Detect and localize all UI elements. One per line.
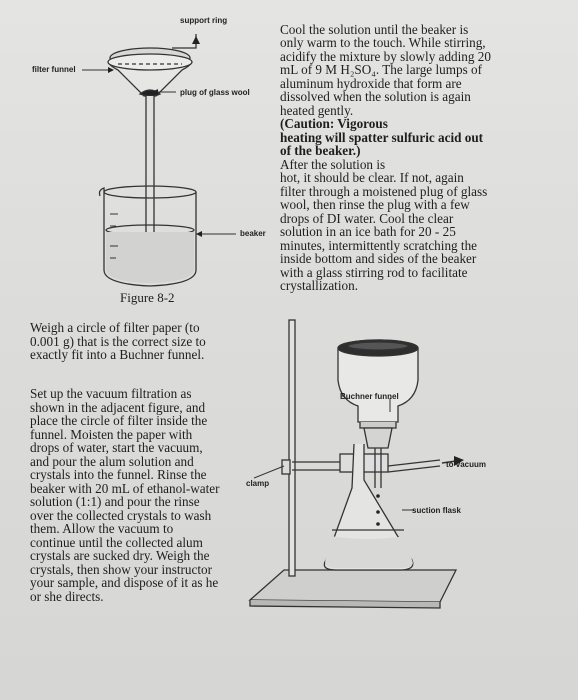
instruction-paragraph-cooling — [280, 9, 570, 293]
label-clamp: clamp — [246, 479, 270, 488]
figure-vacuum-filtration — [240, 320, 540, 640]
caution-warning: (Caution: Vigorous heating will spatter sulfuric acid out of the beaker.) — [280, 116, 484, 158]
label-to-vacuum: to vacuum — [446, 460, 487, 469]
instruction-paragraph-weigh: Weigh a circle of filter paper (to 0.001 g) that is the correct size to exactly fit into a Buchner funnel. — [30, 320, 206, 362]
figure-caption: Figure 8-2 — [120, 290, 175, 305]
instruction-paragraph-vacuum-filtration: Set up the vacuum filtration as shown in the adjacent figure, and place the circle of filter inside the funnel. Moisten the paper with drops of water, start the vacuum, and pour the alum solution and crystals into the funnel. Rinse the beaker with 20 mL of ethanol-water solution (1:1) and pour the rinse over the collected crystals to wash them. Allow the vacuum to continue until the collected alum crystals are sucked dry. Weigh the crystals, then show your instructor your sample, and dispose of it as he or she directs. — [30, 386, 220, 604]
paragraph-text-start: Cool the solution until the beaker is only warm to the touch. While stirring, acidify the mixture by slowly adding 20 mL of 9 M H₂SO₄. The large lumps of aluminum hydroxide that form are dissolved when the solution is again heated gently. — [280, 21, 491, 118]
label-support-ring: support ring — [180, 16, 228, 25]
label-filter-funnel: filter funnel — [32, 65, 76, 74]
label-buchner-funnel: Buchner funnel — [340, 392, 399, 401]
label-plug-of-glass-wool: plug of glass wool — [180, 88, 250, 97]
paragraph-text-end: After the solution is hot, it should be clear. If not, again filter through a moistened plug of glass wool, then rinse the plug with a few drops of DI water. Cool the clear solution in an ice bath for 20 - 25 minutes, intermittently scratching the inside bottom and sides of the beaker with a glass stirring rod to facilitate crystallization. — [280, 156, 488, 293]
figure-gravity-filtration — [0, 0, 280, 300]
label-beaker: beaker — [240, 229, 266, 238]
label-suction-flask: suction flask — [412, 506, 461, 515]
